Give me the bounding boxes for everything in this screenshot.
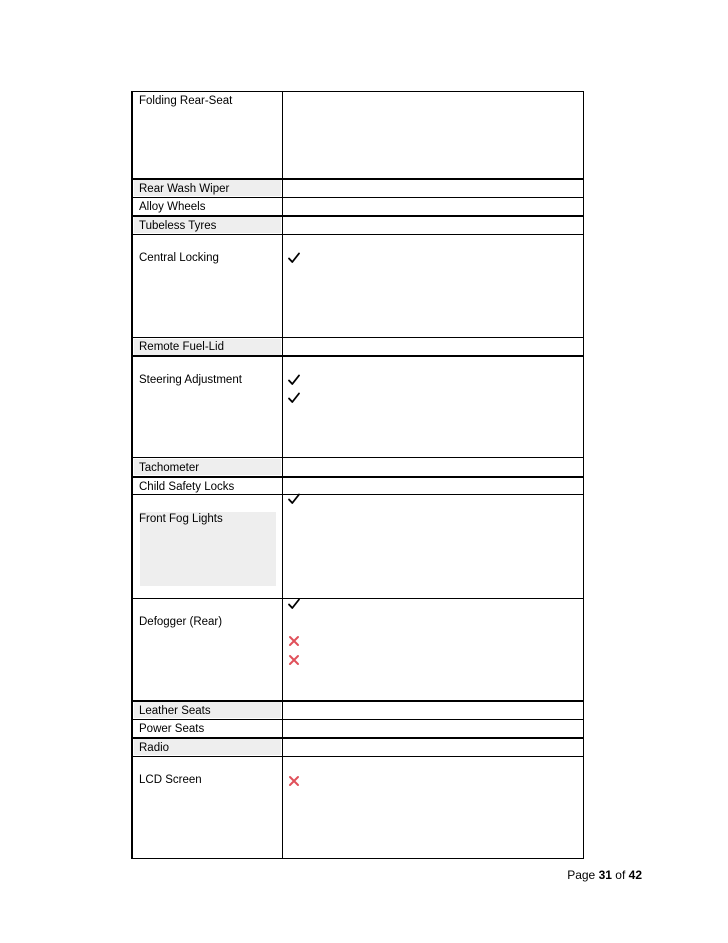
row-border — [133, 737, 583, 739]
feature-label: Rear Wash Wiper — [139, 183, 230, 195]
cross-icon — [287, 774, 301, 788]
check-icon — [287, 597, 301, 611]
feature-table — [132, 91, 584, 859]
row-border — [133, 476, 583, 478]
feature-label: Child Safety Locks — [139, 481, 235, 493]
row-border — [133, 457, 583, 458]
row-border — [133, 215, 583, 217]
feature-label: Radio — [139, 742, 170, 754]
row-border — [133, 598, 583, 599]
row-border — [133, 178, 583, 180]
feature-label: Remote Fuel-Lid — [139, 341, 225, 353]
feature-label: Defogger (Rear) — [139, 616, 223, 628]
of-label: of — [615, 868, 626, 882]
check-icon — [287, 492, 301, 506]
row-border — [133, 337, 583, 338]
feature-label: Tubeless Tyres — [139, 220, 217, 232]
current-page: 31 — [598, 868, 612, 882]
feature-label: Steering Adjustment — [139, 374, 242, 386]
page-number — [567, 868, 642, 882]
total-pages: 42 — [628, 868, 642, 882]
cross-icon — [287, 653, 301, 667]
feature-label: Alloy Wheels — [139, 201, 206, 213]
table-left-border — [131, 91, 133, 859]
feature-label: Leather Seats — [139, 705, 211, 717]
row-border — [133, 197, 583, 198]
feature-label: Tachometer — [139, 462, 200, 474]
check-icon — [287, 391, 301, 405]
row-border — [133, 719, 583, 720]
row-border — [133, 234, 583, 235]
row-border — [133, 494, 583, 495]
row-border — [133, 756, 583, 757]
check-icon — [287, 373, 301, 387]
feature-label: Folding Rear-Seat — [139, 95, 233, 107]
row-border — [133, 700, 583, 702]
check-icon — [287, 251, 301, 265]
feature-label: LCD Screen — [139, 774, 202, 786]
feature-label: Front Fog Lights — [139, 513, 223, 525]
feature-label: Power Seats — [139, 723, 205, 735]
cross-icon — [287, 634, 301, 648]
feature-label: Central Locking — [139, 252, 219, 264]
column-divider — [282, 92, 283, 858]
page-prefix: Page — [567, 868, 596, 882]
row-border — [133, 355, 583, 357]
